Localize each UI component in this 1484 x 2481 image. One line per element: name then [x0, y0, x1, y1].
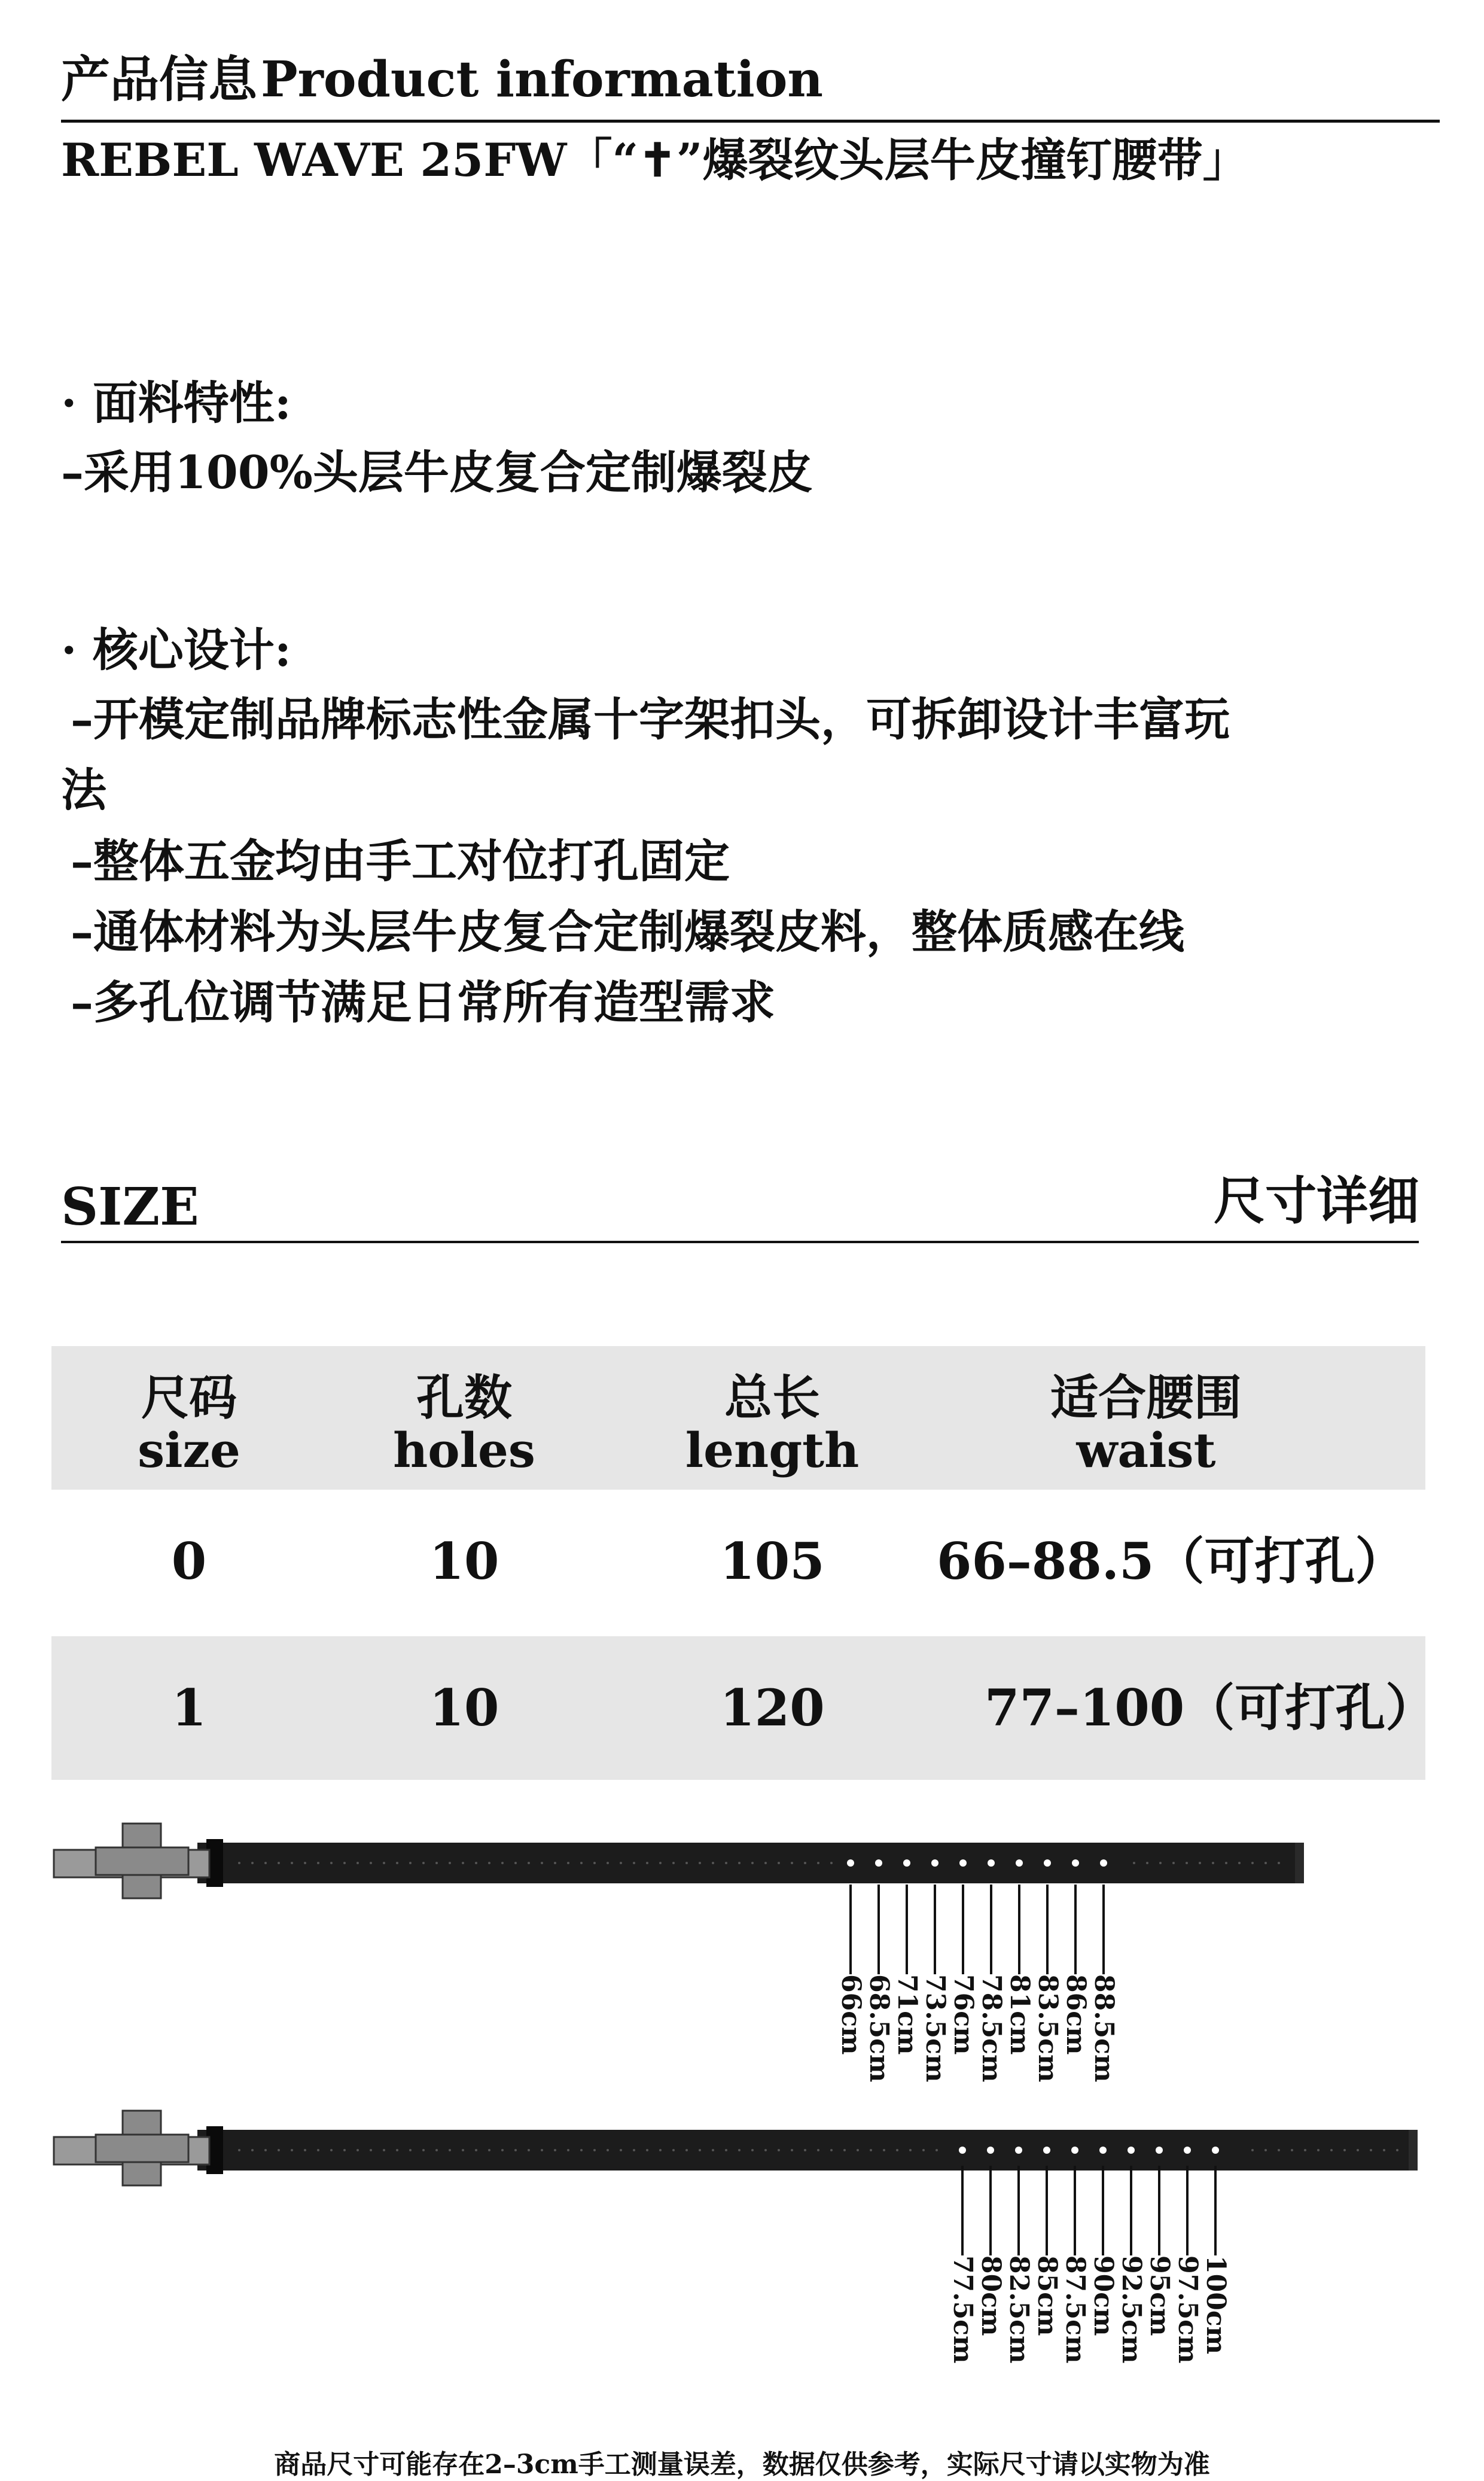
strap-texture-dot	[804, 2149, 806, 2151]
belt-hole	[1099, 2147, 1107, 2154]
strap-texture-dot	[291, 2149, 293, 2151]
cell-holes: 10	[429, 1532, 499, 1591]
strap-texture-dot	[1278, 2149, 1280, 2151]
cell-holes: 10	[429, 1678, 499, 1737]
strap-texture-dot	[278, 1862, 280, 1864]
header-holes: 孔数 holes	[393, 1369, 535, 1478]
strap-texture-dot	[699, 2149, 701, 2151]
strap-texture-dot	[751, 2149, 754, 2151]
belt-hole	[1044, 1859, 1051, 1867]
strap-texture-dot	[922, 2149, 925, 2151]
strap-texture-dot	[238, 2149, 240, 2151]
strap-texture-dot	[672, 2149, 675, 2151]
strap-texture-dot	[607, 1862, 609, 1864]
belt-hole	[988, 1859, 995, 1867]
hole-label: 87.5cm	[1060, 2255, 1090, 2364]
belt-hole	[931, 1859, 938, 1867]
strap-texture-dot	[501, 2149, 504, 2151]
header-waist: 适合腰围 waist	[1050, 1369, 1242, 1478]
hole-label: 88.5cm	[1089, 1974, 1119, 2083]
header-length: 总长 length	[685, 1369, 860, 1478]
belt-hole	[1015, 2147, 1022, 2154]
strap-texture-dot	[1212, 1862, 1214, 1864]
strap-texture-dot	[554, 1862, 556, 1864]
hole-label: 95cm	[1144, 2255, 1175, 2336]
strap-texture-dot	[620, 2149, 622, 2151]
belt-hole	[847, 1859, 854, 1867]
belt-hole	[987, 2147, 994, 2154]
strap-texture-dot	[751, 1862, 754, 1864]
strap-texture-dot	[1304, 2149, 1306, 2151]
strap-texture-dot	[817, 1862, 819, 1864]
belt-strap	[197, 1843, 1304, 1883]
strap-texture-dot	[1396, 2149, 1398, 2151]
strap-texture-dot	[409, 1862, 412, 1864]
design-line: –通体材料为头层牛皮复合定制爆裂皮料，整体质感在线	[71, 905, 1184, 958]
strap-texture-dot	[541, 2149, 543, 2151]
footer-note: 商品尺寸可能存在2–3cm手工测量误差，数据仅供参考，实际尺寸请以实物为准	[274, 2449, 1210, 2480]
strap-texture-dot	[383, 1862, 385, 1864]
cell-size: 0	[171, 1532, 207, 1591]
strap-texture-dot	[659, 1862, 662, 1864]
design-heading: · 核心设计:	[61, 623, 291, 677]
strap-texture-dot	[435, 2149, 438, 2151]
cell-waist: 66–88.5（可打孔）	[937, 1532, 1406, 1591]
strap-texture-dot	[514, 1862, 517, 1864]
strap-texture-dot	[817, 2149, 819, 2151]
fabric-heading: · 面料特性:	[61, 376, 291, 430]
strap-texture-dot	[567, 2149, 569, 2151]
strap-texture-dot	[843, 2149, 846, 2151]
strap-texture-dot	[1383, 2149, 1385, 2151]
hole-label: 66cm	[836, 1974, 866, 2055]
cell-waist: 77–100（可打孔）	[985, 1678, 1436, 1737]
strap-texture-dot	[370, 1862, 372, 1864]
belt-hole	[1016, 1859, 1023, 1867]
hole-label: 77.5cm	[947, 2255, 978, 2364]
strap-texture-dot	[304, 1862, 306, 1864]
strap-texture-dot	[488, 1862, 490, 1864]
hole-label: 68.5cm	[864, 1974, 894, 2083]
hole-label: 100cm	[1200, 2255, 1231, 2355]
size-table	[51, 1346, 1436, 1780]
belt-1-pointers	[0, 2166, 1484, 2261]
buckle-cross-horizontal	[96, 1847, 188, 1875]
strap-texture-dot	[830, 1862, 833, 1864]
strap-texture-dot	[1133, 1862, 1135, 1864]
strap-texture-dot	[1159, 1862, 1162, 1864]
strap-texture-dot	[291, 1862, 293, 1864]
strap-texture-dot	[343, 1862, 346, 1864]
hole-label: 73.5cm	[920, 1974, 950, 2083]
hole-label: 82.5cm	[1004, 2255, 1034, 2364]
header-size: 尺码 size	[138, 1369, 240, 1478]
strap-texture-dot	[449, 1862, 451, 1864]
strap-texture-dot	[870, 2149, 872, 2151]
strap-texture-dot	[1186, 1862, 1188, 1864]
hole-label: 92.5cm	[1116, 2255, 1147, 2364]
strap-texture-dot	[1317, 2149, 1320, 2151]
belt-hole	[1100, 1859, 1107, 1867]
strap-texture-dot	[712, 2149, 714, 2151]
strap-texture-dot	[593, 1862, 596, 1864]
hole-label: 80cm	[976, 2255, 1006, 2336]
hole-label: 76cm	[948, 1974, 979, 2055]
header-title-cn: 产品信息	[61, 51, 258, 108]
strap-texture-dot	[528, 2149, 530, 2151]
strap-texture-dot	[501, 1862, 504, 1864]
strap-texture-dot	[1343, 2149, 1346, 2151]
strap-texture-dot	[264, 1862, 267, 1864]
hole-label: 81cm	[1004, 1974, 1035, 2055]
strap-texture-dot	[356, 2149, 359, 2151]
strap-texture-dot	[1370, 2149, 1372, 2151]
belt-hole	[1184, 2147, 1191, 2154]
strap-texture-dot	[1278, 1862, 1280, 1864]
strap-texture-dot	[554, 2149, 556, 2151]
strap-texture-dot	[620, 1862, 622, 1864]
strap-texture-dot	[238, 1862, 240, 1864]
header-divider	[61, 120, 1440, 123]
belt-hole	[959, 2147, 966, 2154]
product-name: REBEL WAVE 25FW「“✝”爆裂纹头层牛皮撞钉腰带」	[61, 133, 1248, 187]
strap-texture-dot	[725, 2149, 727, 2151]
belt-hole	[1043, 2147, 1050, 2154]
cell-size: 1	[171, 1678, 207, 1737]
strap-texture-dot	[791, 1862, 793, 1864]
strap-texture-dot	[1291, 2149, 1293, 2151]
hole-label: 97.5cm	[1172, 2255, 1203, 2364]
belt-end	[1409, 2130, 1418, 2171]
strap-texture-dot	[1251, 2149, 1254, 2151]
strap-texture-dot	[764, 2149, 767, 2151]
strap-texture-dot	[633, 2149, 635, 2151]
strap-texture-dot	[396, 1862, 398, 1864]
strap-texture-dot	[909, 2149, 912, 2151]
strap-texture-dot	[304, 2149, 306, 2151]
strap-texture-dot	[791, 2149, 793, 2151]
strap-texture-dot	[896, 2149, 898, 2151]
strap-texture-dot	[422, 2149, 425, 2151]
belt-0-pointers	[0, 1885, 1484, 1980]
design-line: –开模定制品牌标志性金属十字架扣头，可拆卸设计丰富玩	[71, 693, 1230, 746]
design-line: –整体五金均由手工对位打孔固定	[71, 835, 730, 888]
strap-texture-dot	[607, 2149, 609, 2151]
strap-texture-dot	[475, 1862, 477, 1864]
strap-texture-dot	[396, 2149, 398, 2151]
size-label-cn: 尺寸详细	[1214, 1171, 1419, 1231]
strap-texture-dot	[330, 1862, 333, 1864]
header-title	[61, 51, 824, 108]
strap-texture-dot	[1225, 1862, 1227, 1864]
strap-texture-dot	[449, 2149, 451, 2151]
strap-texture-dot	[1264, 1862, 1267, 1864]
hole-label: 83.5cm	[1032, 1974, 1063, 2083]
strap-texture-dot	[1330, 2149, 1333, 2151]
belt-hole	[903, 1859, 910, 1867]
belt-strap	[197, 2130, 1418, 2171]
strap-texture-dot	[685, 1862, 688, 1864]
strap-texture-dot	[725, 1862, 727, 1864]
table-header-row	[51, 1346, 1425, 1490]
strap-texture-dot	[475, 2149, 477, 2151]
strap-texture-dot	[712, 1862, 714, 1864]
strap-texture-dot	[659, 2149, 662, 2151]
strap-texture-dot	[462, 1862, 464, 1864]
strap-texture-dot	[1238, 1862, 1241, 1864]
strap-texture-dot	[830, 2149, 833, 2151]
strap-texture-dot	[778, 1862, 780, 1864]
strap-texture-dot	[1357, 2149, 1359, 2151]
buckle-cross-horizontal	[96, 2135, 188, 2162]
strap-texture-dot	[1172, 1862, 1175, 1864]
strap-texture-dot	[738, 2149, 741, 2151]
hole-label: 71cm	[892, 1974, 922, 2055]
table-row	[51, 1490, 1425, 1636]
strap-texture-dot	[593, 2149, 596, 2151]
strap-texture-dot	[343, 2149, 346, 2151]
strap-texture-dot	[317, 2149, 319, 2151]
belt-end	[1295, 1843, 1304, 1883]
strap-texture-dot	[1251, 1862, 1254, 1864]
size-label-en: SIZE	[61, 1177, 199, 1237]
strap-texture-dot	[857, 2149, 859, 2151]
strap-texture-dot	[580, 1862, 583, 1864]
strap-texture-dot	[672, 1862, 675, 1864]
size-divider	[61, 1241, 1419, 1243]
strap-texture-dot	[778, 2149, 780, 2151]
fabric-line: –采用100%头层牛皮复合定制爆裂皮	[61, 446, 813, 499]
strap-texture-dot	[528, 1862, 530, 1864]
strap-texture-dot	[1264, 2149, 1267, 2151]
hole-label: 85cm	[1032, 2255, 1062, 2336]
belt-hole	[1212, 2147, 1219, 2154]
hole-label: 78.5cm	[976, 1974, 1007, 2083]
strap-texture-dot	[685, 2149, 688, 2151]
strap-texture-dot	[278, 2149, 280, 2151]
strap-texture-dot	[646, 1862, 648, 1864]
strap-texture-dot	[883, 2149, 885, 2151]
strap-texture-dot	[541, 1862, 543, 1864]
strap-texture-dot	[764, 1862, 767, 1864]
strap-texture-dot	[633, 1862, 635, 1864]
strap-texture-dot	[422, 1862, 425, 1864]
strap-texture-dot	[435, 1862, 438, 1864]
strap-texture-dot	[317, 1862, 319, 1864]
strap-texture-dot	[330, 2149, 333, 2151]
strap-texture-dot	[804, 1862, 806, 1864]
strap-texture-dot	[264, 2149, 267, 2151]
strap-texture-dot	[462, 2149, 464, 2151]
strap-texture-dot	[936, 2149, 938, 2151]
table-row	[51, 1636, 1436, 1780]
strap-texture-dot	[1146, 1862, 1148, 1864]
strap-texture-dot	[370, 2149, 372, 2151]
cell-length: 120	[720, 1678, 825, 1737]
strap-texture-dot	[646, 2149, 648, 2151]
strap-texture-dot	[488, 2149, 490, 2151]
strap-texture-dot	[383, 2149, 385, 2151]
belt-hole	[959, 1859, 967, 1867]
belt-hole	[1156, 2147, 1163, 2154]
strap-texture-dot	[580, 2149, 583, 2151]
strap-texture-dot	[1199, 1862, 1201, 1864]
belt-hole	[1128, 2147, 1135, 2154]
hole-label: 90cm	[1088, 2255, 1119, 2336]
strap-texture-dot	[699, 1862, 701, 1864]
strap-texture-dot	[356, 1862, 359, 1864]
cell-length: 105	[720, 1532, 825, 1591]
strap-texture-dot	[251, 2149, 254, 2151]
hole-label: 86cm	[1061, 1974, 1091, 2055]
strap-texture-dot	[409, 2149, 412, 2151]
strap-texture-dot	[514, 2149, 517, 2151]
strap-texture-dot	[738, 1862, 741, 1864]
belt-hole	[875, 1859, 882, 1867]
strap-texture-dot	[251, 1862, 254, 1864]
strap-texture-dot	[567, 1862, 569, 1864]
belt-hole	[1072, 1859, 1079, 1867]
header-title-en: Product information	[261, 51, 824, 108]
design-line: –多孔位调节满足日常所有造型需求	[71, 976, 775, 1029]
belt-hole	[1071, 2147, 1078, 2154]
design-line: 法	[61, 763, 106, 817]
